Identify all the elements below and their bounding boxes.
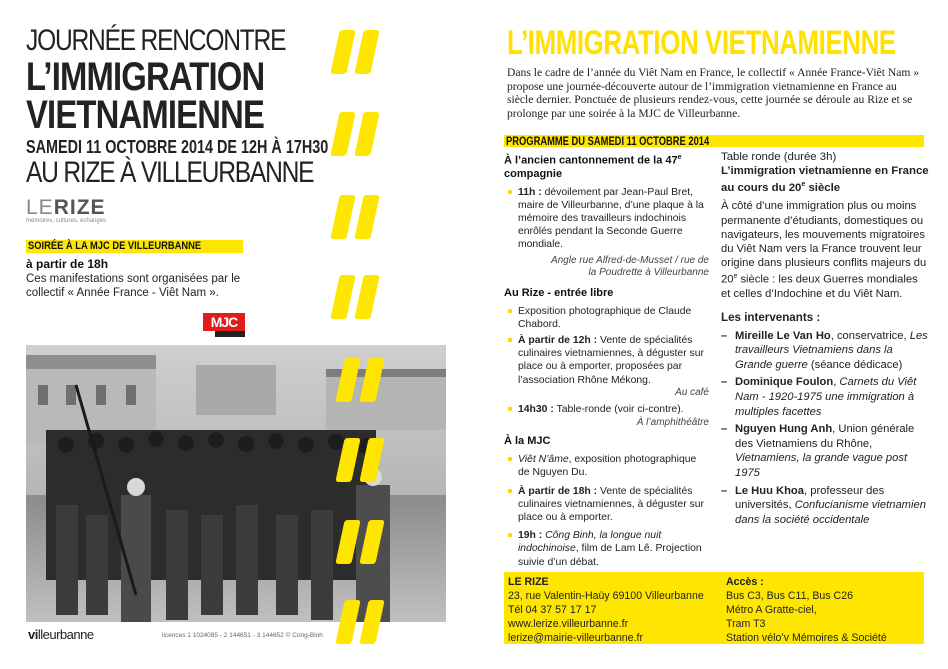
- event-date: SAMEDI 11 OCTOBRE 2014 DE 12H À 17H30: [26, 137, 329, 157]
- photo-credits: licences 1 1024085 - 2 144651 - 3 144652 © Cong-Binh: [162, 632, 323, 639]
- soiree-text: Ces manifestations sont organisées par le collectif « Année France - Viêt Nam ».: [26, 273, 241, 299]
- rize-logo-rize: RIZE: [53, 196, 106, 219]
- access-line: Bus C3, Bus C11, Bus C26: [726, 590, 853, 602]
- rize-logo: [26, 196, 126, 224]
- villeurbanne-logo: [28, 627, 94, 642]
- access-heading: Accès :: [726, 576, 764, 588]
- item-location: Angle rue Alfred-de-Musset / rue de la Poudrette à Villeurbanne: [550, 254, 709, 279]
- speaker-item: – Mireille Le Van Ho, conservatrice, Les travailleurs Vietnamiens dans la Grande guerre (séance dédicace): [721, 329, 929, 373]
- section-cantonnement-heading: À l’ancien cantonnement de la 47e compagnie: [504, 154, 682, 180]
- item-location: Au café: [675, 386, 709, 398]
- email-link[interactable]: lerize@mairie-villeurbanne.fr: [508, 632, 643, 644]
- table-ronde-title: L’immigration vietnamienne en France au cours du 20e siècle: [721, 164, 929, 194]
- table-ronde-heading: Table ronde (durée 3h): [721, 151, 837, 163]
- table-ronde-body: À côté d’une immigration plus ou moins permanente d’étudiants, domestiques ou navigateurs, les mouvements migratoires du Viêt Nam vers la France trouvent leur origine dans plusieurs conflits majeurs du 20e siècle : les deux Guerres mondiales et celles d’Indochine et du Viêt Nam.: [721, 200, 927, 301]
- list-item: 14h30 : Table-ronde (voir ci-contre).: [504, 403, 709, 416]
- item-location: À l’amphithéâtre: [636, 416, 709, 428]
- address-line: 23, rue Valentin-Haüy 69100 Villeurbanne: [508, 590, 704, 602]
- access-line: Station vélo’v Mémoires & Société: [726, 632, 887, 644]
- intervenants-heading: Les intervenants :: [721, 311, 821, 325]
- villeurbanne-logo-b: lleurbanne: [37, 627, 94, 642]
- access-line: Tram T3: [726, 618, 766, 630]
- historical-photo: [26, 345, 446, 643]
- programme-column: [504, 151, 709, 569]
- list-item: Exposition photographique de Claude Chabord.: [504, 305, 709, 331]
- rize-logo-le: LE: [26, 196, 54, 219]
- programme-label: PROGRAMME DU SAMEDI 11 OCTOBRE 2014: [506, 134, 710, 148]
- mjc-logo: [203, 313, 245, 337]
- list-item: À partir de 18h : Vente de spécialités culinaires vietnamiennes, à déguster sur place ou à emporter.: [504, 485, 709, 525]
- soiree-time: à partir de 18h: [26, 257, 109, 271]
- soiree-label: SOIRÉE À LA MJC DE VILLEURBANNE: [28, 240, 202, 252]
- website-link[interactable]: www.lerize.villeurbanne.fr: [508, 618, 629, 630]
- table-ronde-column: [721, 151, 929, 527]
- rize-logo-tagline: mémoires, cultures, échanges: [26, 218, 107, 224]
- section-mjc-heading: À la MJC: [504, 435, 551, 448]
- list-item: Viêt N’âme, exposition photographique de Nguyen Du.: [504, 453, 709, 479]
- right-title: L’IMMIGRATION VIETNAMIENNE: [507, 24, 896, 62]
- speaker-item: – Nguyen Hung Anh, Union générale des Vietnamiens du Rhône, Vietnamiens, la grande vague post 1975: [721, 422, 929, 480]
- soiree-banner: [26, 240, 243, 253]
- intro-paragraph: Dans le cadre de l’année du Viêt Nam en France, le collectif « Année France-Viêt Nam » propose une journée-découverte autour de l’immigration vietnamienne en France au siècle dernier. Ponctuée de plusieurs rendez-vous, cette journée se déroule au Rize et se prolonge par une soirée à la MJC de Villeurbanne.: [507, 66, 920, 120]
- section-rize-heading: Au Rize - entrée libre: [504, 286, 614, 299]
- phone-line: Tél 04 37 57 17 17: [508, 604, 597, 616]
- access-line: Métro A Gratte-ciel,: [726, 604, 817, 616]
- villeurbanne-logo-a: vi: [28, 627, 38, 642]
- main-title-line1: L’IMMIGRATION: [26, 55, 265, 99]
- list-item: À partir de 12h : Vente de spécialités culinaires vietnamiennes, à déguster sur place ou à emporter, proposées par l’association Rhône Mékong.: [504, 334, 709, 387]
- main-title-line2: VIETNAMIENNE: [26, 93, 265, 137]
- left-header: [26, 24, 329, 189]
- event-type-heading: JOURNÉE RENCONTRE: [26, 24, 286, 57]
- mjc-logo-underline: [215, 331, 245, 337]
- list-item: 19h : Công Binh, la longue nuit indochinoise, film de Lam Lê. Projection suivie d’un débat.: [504, 529, 709, 569]
- rize-contact: [508, 575, 723, 645]
- photo-scene: [26, 345, 446, 643]
- rize-contact-heading: LE RIZE: [508, 576, 549, 588]
- mjc-logo-text: MJC: [203, 313, 245, 331]
- event-place: AU RIZE À VILLEURBANNE: [26, 156, 314, 189]
- list-item: 11h : dévoilement par Jean-Paul Bret, maire de Villeurbanne, d’une plaque à la mémoire des travailleurs indochinois enrôlés pendant la Seconde Guerre mondiale.: [504, 186, 709, 252]
- programme-banner: [504, 135, 924, 147]
- access-info: [726, 575, 921, 645]
- contact-footer: [504, 572, 924, 644]
- speaker-item: – Dominique Foulon, Carnets du Viêt Nam - 1920-1975 une immigration à multiples facettes: [721, 375, 929, 419]
- speaker-item: – Le Huu Khoa, professeur des universités, Confucianisme vietnamien dans la société occidentale: [721, 484, 929, 528]
